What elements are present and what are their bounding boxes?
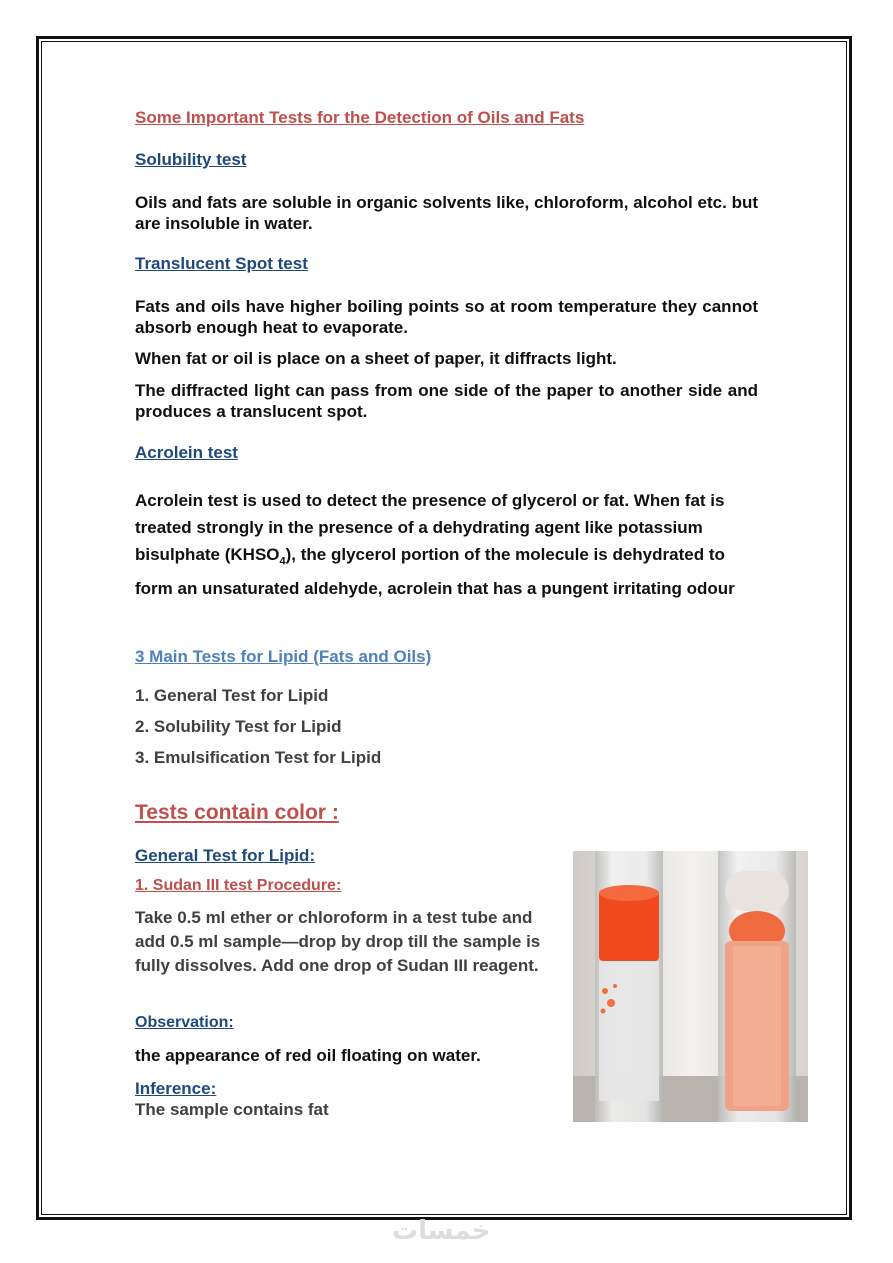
- translucent-p3: The diffracted light can pass from one side of the paper to another side and produces a translucent spot.: [135, 381, 758, 421]
- translucent-p2: When fat or oil is place on a sheet of paper, it diffracts light.: [135, 349, 617, 368]
- general-test-colon: :: [309, 846, 316, 865]
- page-title: Some Important Tests for the Detection of Oils and Fats: [135, 108, 585, 127]
- solubility-text: Oils and fats are soluble in organic solvents like, chloroform, alcohol etc. but are insoluble in water.: [135, 193, 758, 233]
- general-test-label: General Test for Lipid: [135, 846, 310, 865]
- observation-heading: [135, 1014, 234, 1032]
- acrolein-text-a: Acrolein test is used to detect the presence of glycerol or fat. When fat is treated strongly in the presence of a dehydrating agent like potassium bisulphate (KHSO: [135, 491, 725, 564]
- sudan-heading: 1. Sudan III test Procedure:: [135, 877, 342, 894]
- inference-heading: [135, 1079, 216, 1099]
- main-test-item-1: 1. General Test for Lipid: [135, 686, 329, 705]
- observation-text: the appearance of red oil floating on water.: [135, 1046, 481, 1065]
- general-test-heading: [135, 846, 315, 866]
- observation-colon: :: [228, 1014, 234, 1031]
- color-tests-heading: Tests contain color :: [135, 801, 339, 824]
- observation-label: Observation: [135, 1014, 229, 1031]
- translucent-heading: Translucent Spot test: [135, 254, 308, 273]
- translucent-p1: Fats and oils have higher boiling points so at room temperature they cannot absorb enough heat to evaporate.: [135, 297, 758, 337]
- acrolein-text: [135, 487, 758, 602]
- inference-colon: :: [210, 1079, 217, 1098]
- acrolein-text-b: ), the glycerol portion of the molecule is dehydrated to form an unsaturated aldehyde, acrolein that has a pungent irritating odour: [135, 545, 735, 599]
- main-test-item-2: 2. Solubility Test for Lipid: [135, 717, 342, 736]
- acrolein-heading: Acrolein test: [135, 443, 238, 462]
- solubility-heading: Solubility test: [135, 150, 247, 169]
- watermark: خمسات: [392, 1216, 491, 1246]
- main-test-item-3: 3. Emulsification Test for Lipid: [135, 748, 382, 767]
- acrolein-subscript: 4: [279, 555, 286, 568]
- sudan-procedure: Take 0.5 ml ether or chloroform in a test tube and add 0.5 ml sample—drop by drop till the sample is fully dissolves. Add one drop of Sudan III reagent.: [135, 908, 541, 975]
- main-tests-heading: 3 Main Tests for Lipid (Fats and Oils): [135, 647, 432, 666]
- sudan-test-tubes-photo: [573, 851, 808, 1122]
- inference-label: Inference: [135, 1079, 211, 1098]
- inference-text: The sample contains fat: [135, 1100, 329, 1119]
